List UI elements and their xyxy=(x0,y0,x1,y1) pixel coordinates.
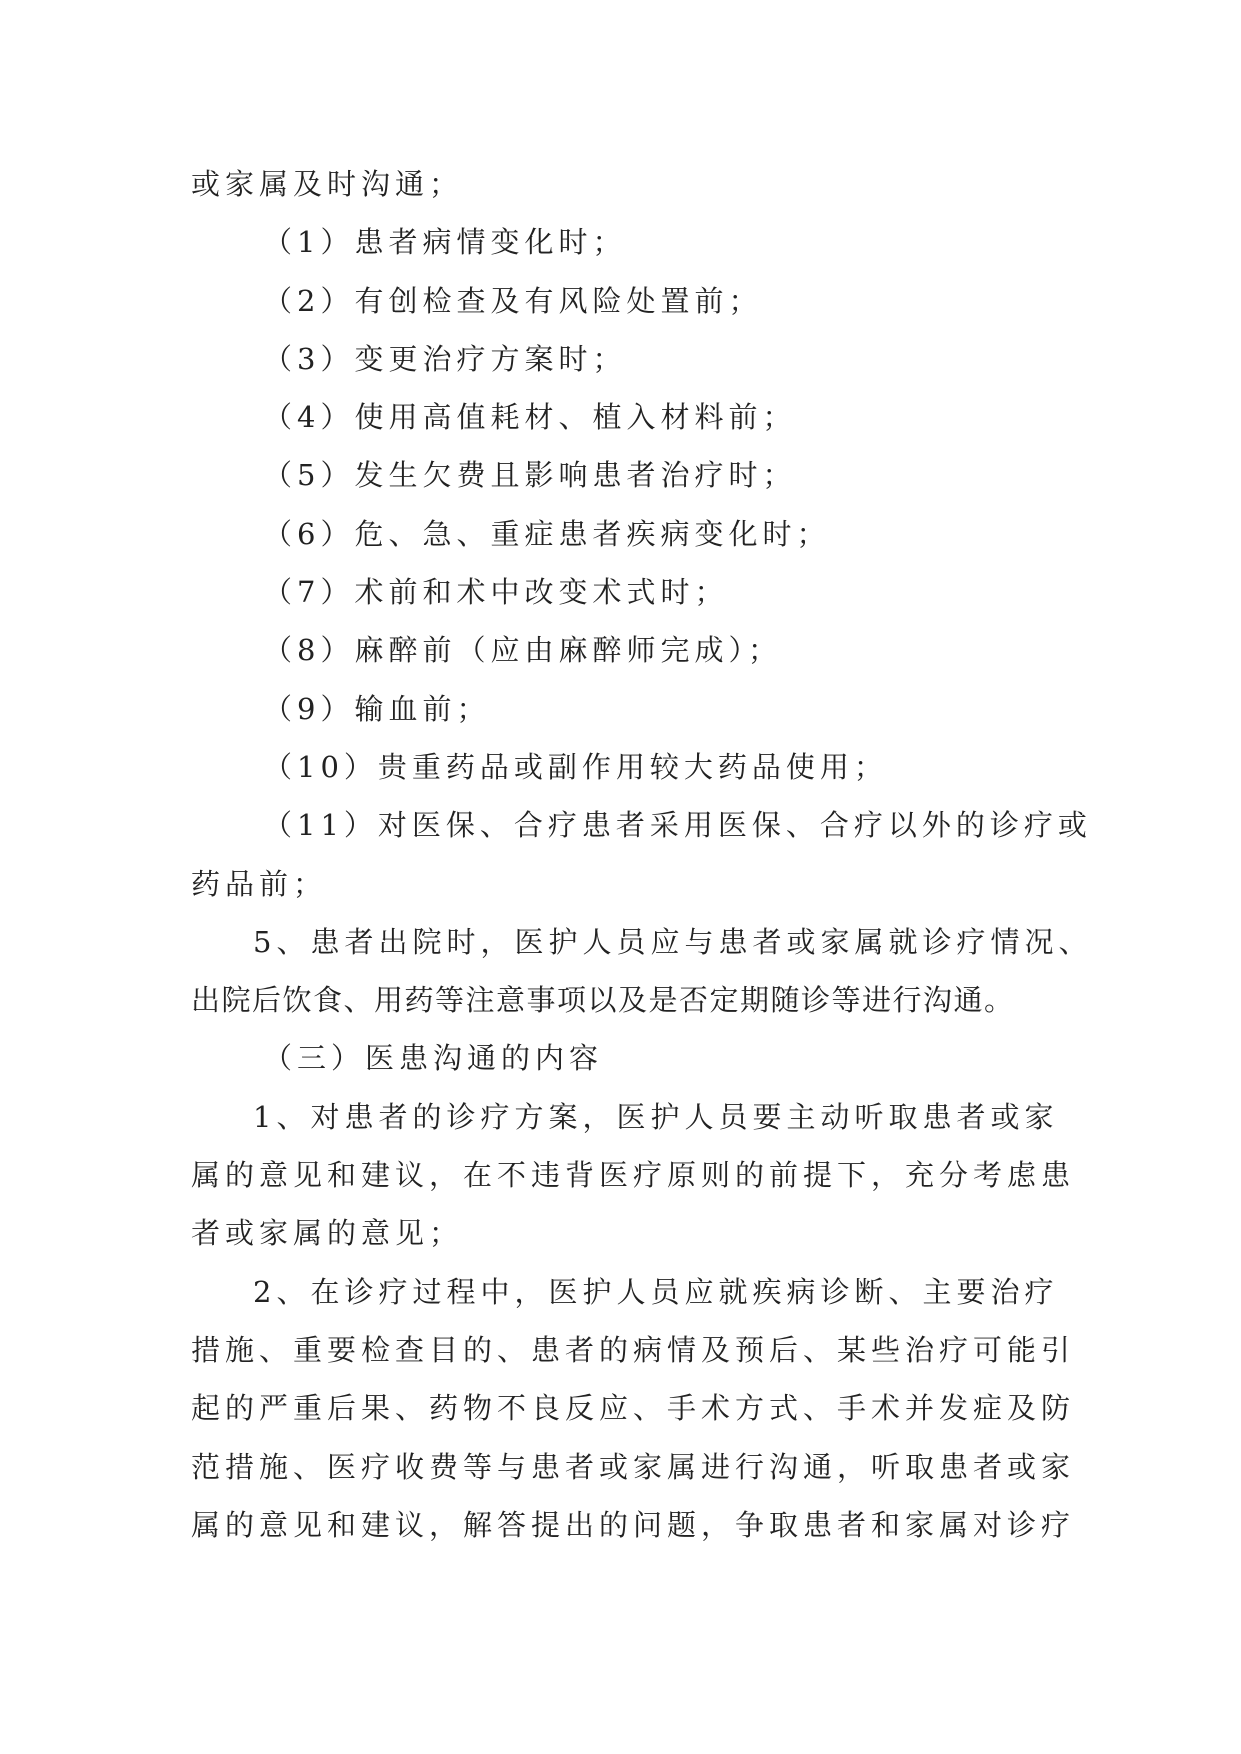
numbered-paragraph-5: 5、患者出院时，医护人员应与患者或家属就诊疗情况、 xyxy=(253,924,1093,959)
text-line: 者或家属的意见； xyxy=(191,1216,464,1251)
text-line: 起的严重后果、药物不良反应、手术方式、手术并发症及防 xyxy=(191,1391,1076,1426)
list-item-5: （5）发生欠费且影响患者治疗时； xyxy=(263,458,797,493)
list-item-11: （11）对医保、合疗患者采用医保、合疗以外的诊疗或 xyxy=(263,808,1092,843)
numbered-paragraph-1: 1、对患者的诊疗方案，医护人员要主动听取患者或家 xyxy=(253,1099,1059,1134)
list-item-8: （8）麻醉前（应由麻醉师完成）； xyxy=(263,633,782,668)
list-item-3: （3）变更治疗方案时； xyxy=(263,341,627,376)
section-heading: （三）医患沟通的内容 xyxy=(263,1041,604,1076)
list-item-4: （4）使用高值耗材、植入材料前； xyxy=(263,400,797,435)
list-item-7: （7）术前和术中改变术式时； xyxy=(263,575,729,610)
text-line: 出院后饮食、用药等注意事项以及是否定期随诊等进行沟通。 xyxy=(191,983,1015,1018)
text-line: 措施、重要检查目的、患者的病情及预后、某些治疗可能引 xyxy=(191,1332,1076,1367)
text-line: 属的意见和建议，在不违背医疗原则的前提下，充分考虑患 xyxy=(191,1158,1076,1193)
text-line: 或家属及时沟通； xyxy=(191,167,464,201)
numbered-paragraph-2: 2、在诊疗过程中，医护人员应就疾病诊断、主要治疗 xyxy=(253,1274,1059,1309)
list-item-9: （9）输血前； xyxy=(263,691,491,726)
text-line: 范措施、医疗收费等与患者或家属进行沟通，听取患者或家 xyxy=(191,1449,1076,1484)
list-item-2: （2）有创检查及有风险处置前； xyxy=(263,283,763,318)
text-line: 属的意见和建议，解答提出的问题，争取患者和家属对诊疗 xyxy=(191,1507,1076,1542)
list-item-6: （6）危、急、重症患者疾病变化时； xyxy=(263,516,831,551)
list-item-10: （10）贵重药品或副作用较大药品使用； xyxy=(263,749,888,784)
text-line: 药品前； xyxy=(191,866,328,901)
document-body xyxy=(191,155,1093,1554)
list-item-1: （1）患者病情变化时； xyxy=(263,225,627,260)
